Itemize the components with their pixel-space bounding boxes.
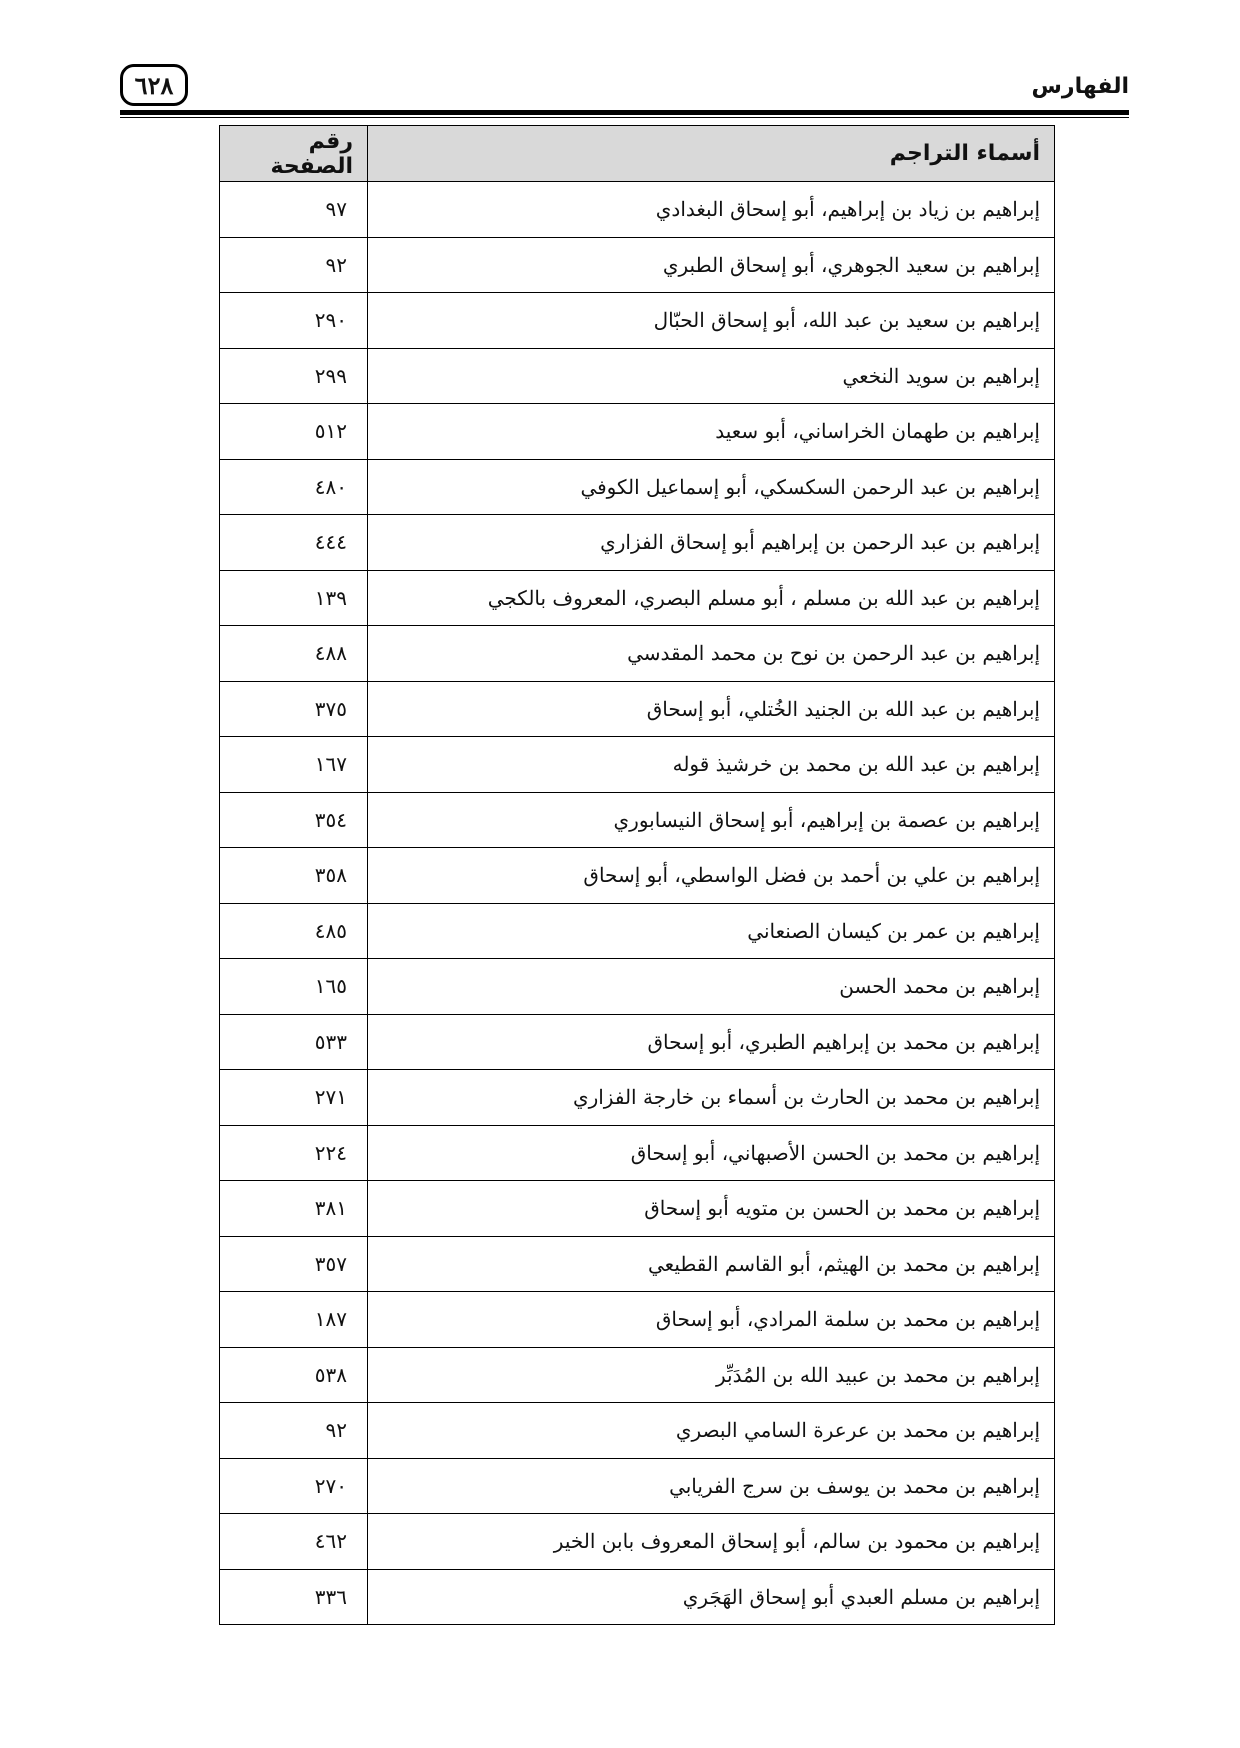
biography-name: إبراهيم بن عبد الرحمن بن نوح بن محمد المقدسي <box>368 626 1055 682</box>
page-reference: ٤٨٠ <box>220 459 368 515</box>
page-reference: ١٦٥ <box>220 959 368 1015</box>
page-reference: ٩٢ <box>220 1403 368 1459</box>
table-row <box>220 1236 1055 1292</box>
page-reference: ٣٥٤ <box>220 792 368 848</box>
biography-name: إبراهيم بن عبد الله بن محمد بن خرشيذ قوله <box>368 737 1055 793</box>
table-row <box>220 903 1055 959</box>
table-row <box>220 792 1055 848</box>
table-row <box>220 1403 1055 1459</box>
biography-name: إبراهيم بن عمر بن كيسان الصنعاني <box>368 903 1055 959</box>
table-body <box>220 182 1055 1625</box>
page-reference: ٣٧٥ <box>220 681 368 737</box>
table-row <box>220 681 1055 737</box>
table-row <box>220 1181 1055 1237</box>
biography-name: إبراهيم بن عبد الرحمن بن إبراهيم أبو إسحاق الفزاري <box>368 515 1055 571</box>
biography-name: إبراهيم بن علي بن أحمد بن فضل الواسطي، أبو إسحاق <box>368 848 1055 904</box>
page-reference: ٢٩٩ <box>220 348 368 404</box>
biography-name: إبراهيم بن محمد بن إبراهيم الطبري، أبو إسحاق <box>368 1014 1055 1070</box>
page-reference: ٣٨١ <box>220 1181 368 1237</box>
biography-name: إبراهيم بن عبد الله بن الجنيد الخُتلي، أبو إسحاق <box>368 681 1055 737</box>
table-row <box>220 293 1055 349</box>
table-row <box>220 1347 1055 1403</box>
table-row <box>220 515 1055 571</box>
header-rule <box>120 110 1129 115</box>
biography-name: إبراهيم بن محمد بن عرعرة السامي البصري <box>368 1403 1055 1459</box>
biography-name: إبراهيم بن محمد بن الهيثم، أبو القاسم القطيعي <box>368 1236 1055 1292</box>
biography-name: إبراهيم بن سعيد الجوهري، أبو إسحاق الطبري <box>368 237 1055 293</box>
page-header <box>120 58 1129 118</box>
column-header-names: أسماء التراجم <box>368 126 1055 182</box>
table-row <box>220 626 1055 682</box>
table-row <box>220 1014 1055 1070</box>
column-header-page: رقم الصفحة <box>220 126 368 182</box>
page-reference: ٤٨٥ <box>220 903 368 959</box>
table-row <box>220 1070 1055 1126</box>
page-reference: ٢٧٠ <box>220 1458 368 1514</box>
page-reference: ٥١٢ <box>220 404 368 460</box>
table-row <box>220 1458 1055 1514</box>
page-reference: ٣٥٧ <box>220 1236 368 1292</box>
page-reference: ٤٤٤ <box>220 515 368 571</box>
page-reference: ٩٧ <box>220 182 368 238</box>
table-row <box>220 1292 1055 1348</box>
table-row <box>220 959 1055 1015</box>
biography-name: إبراهيم بن محمد بن الحسن بن متويه أبو إسحاق <box>368 1181 1055 1237</box>
table-header-row <box>220 126 1055 182</box>
section-title: الفهارس <box>1031 74 1129 99</box>
page-reference: ٥٣٨ <box>220 1347 368 1403</box>
biography-name: إبراهيم بن محمد بن يوسف بن سرج الفريابي <box>368 1458 1055 1514</box>
biography-name: إبراهيم بن محمود بن سالم، أبو إسحاق المعروف بابن الخير <box>368 1514 1055 1570</box>
page-reference: ٢٩٠ <box>220 293 368 349</box>
page-reference: ٣٥٨ <box>220 848 368 904</box>
page-reference: ٣٣٦ <box>220 1569 368 1625</box>
page-reference: ١٣٩ <box>220 570 368 626</box>
biography-name: إبراهيم بن مسلم العبدي أبو إسحاق الهَجَري <box>368 1569 1055 1625</box>
biography-name: إبراهيم بن عبد الرحمن السكسكي، أبو إسماعيل الكوفي <box>368 459 1055 515</box>
table-row <box>220 348 1055 404</box>
biographies-index-table <box>219 125 1055 1625</box>
page-reference: ٢٢٤ <box>220 1125 368 1181</box>
biography-name: إبراهيم بن سعيد بن عبد الله، أبو إسحاق الحبّال <box>368 293 1055 349</box>
table-row <box>220 404 1055 460</box>
table-row <box>220 1569 1055 1625</box>
page-reference: ٢٧١ <box>220 1070 368 1126</box>
biography-name: إبراهيم بن عبد الله بن مسلم ، أبو مسلم البصري، المعروف بالكجي <box>368 570 1055 626</box>
table-row <box>220 1125 1055 1181</box>
page-reference: ٥٣٣ <box>220 1014 368 1070</box>
page-reference: ٩٢ <box>220 237 368 293</box>
page-reference: ٤٦٢ <box>220 1514 368 1570</box>
biography-name: إبراهيم بن محمد بن الحارث بن أسماء بن خارجة الفزاري <box>368 1070 1055 1126</box>
table-row <box>220 182 1055 238</box>
page-reference: ١٨٧ <box>220 1292 368 1348</box>
table-row <box>220 459 1055 515</box>
biography-name: إبراهيم بن عصمة بن إبراهيم، أبو إسحاق النيسابوري <box>368 792 1055 848</box>
table-row <box>220 848 1055 904</box>
biography-name: إبراهيم بن زياد بن إبراهيم، أبو إسحاق البغدادي <box>368 182 1055 238</box>
table-row <box>220 237 1055 293</box>
biography-name: إبراهيم بن سويد النخعي <box>368 348 1055 404</box>
table-row <box>220 737 1055 793</box>
header-rule-thin <box>120 117 1129 118</box>
table-row <box>220 1514 1055 1570</box>
page-reference: ٤٨٨ <box>220 626 368 682</box>
page-reference: ١٦٧ <box>220 737 368 793</box>
page-number: ٦٢٨ <box>120 64 188 106</box>
biography-name: إبراهيم بن محمد بن عبيد الله بن المُدَبِّر <box>368 1347 1055 1403</box>
biography-name: إبراهيم بن طهمان الخراساني، أبو سعيد <box>368 404 1055 460</box>
biography-name: إبراهيم بن محمد بن الحسن الأصبهاني، أبو إسحاق <box>368 1125 1055 1181</box>
biography-name: إبراهيم بن محمد الحسن <box>368 959 1055 1015</box>
table-row <box>220 570 1055 626</box>
biography-name: إبراهيم بن محمد بن سلمة المرادي، أبو إسحاق <box>368 1292 1055 1348</box>
